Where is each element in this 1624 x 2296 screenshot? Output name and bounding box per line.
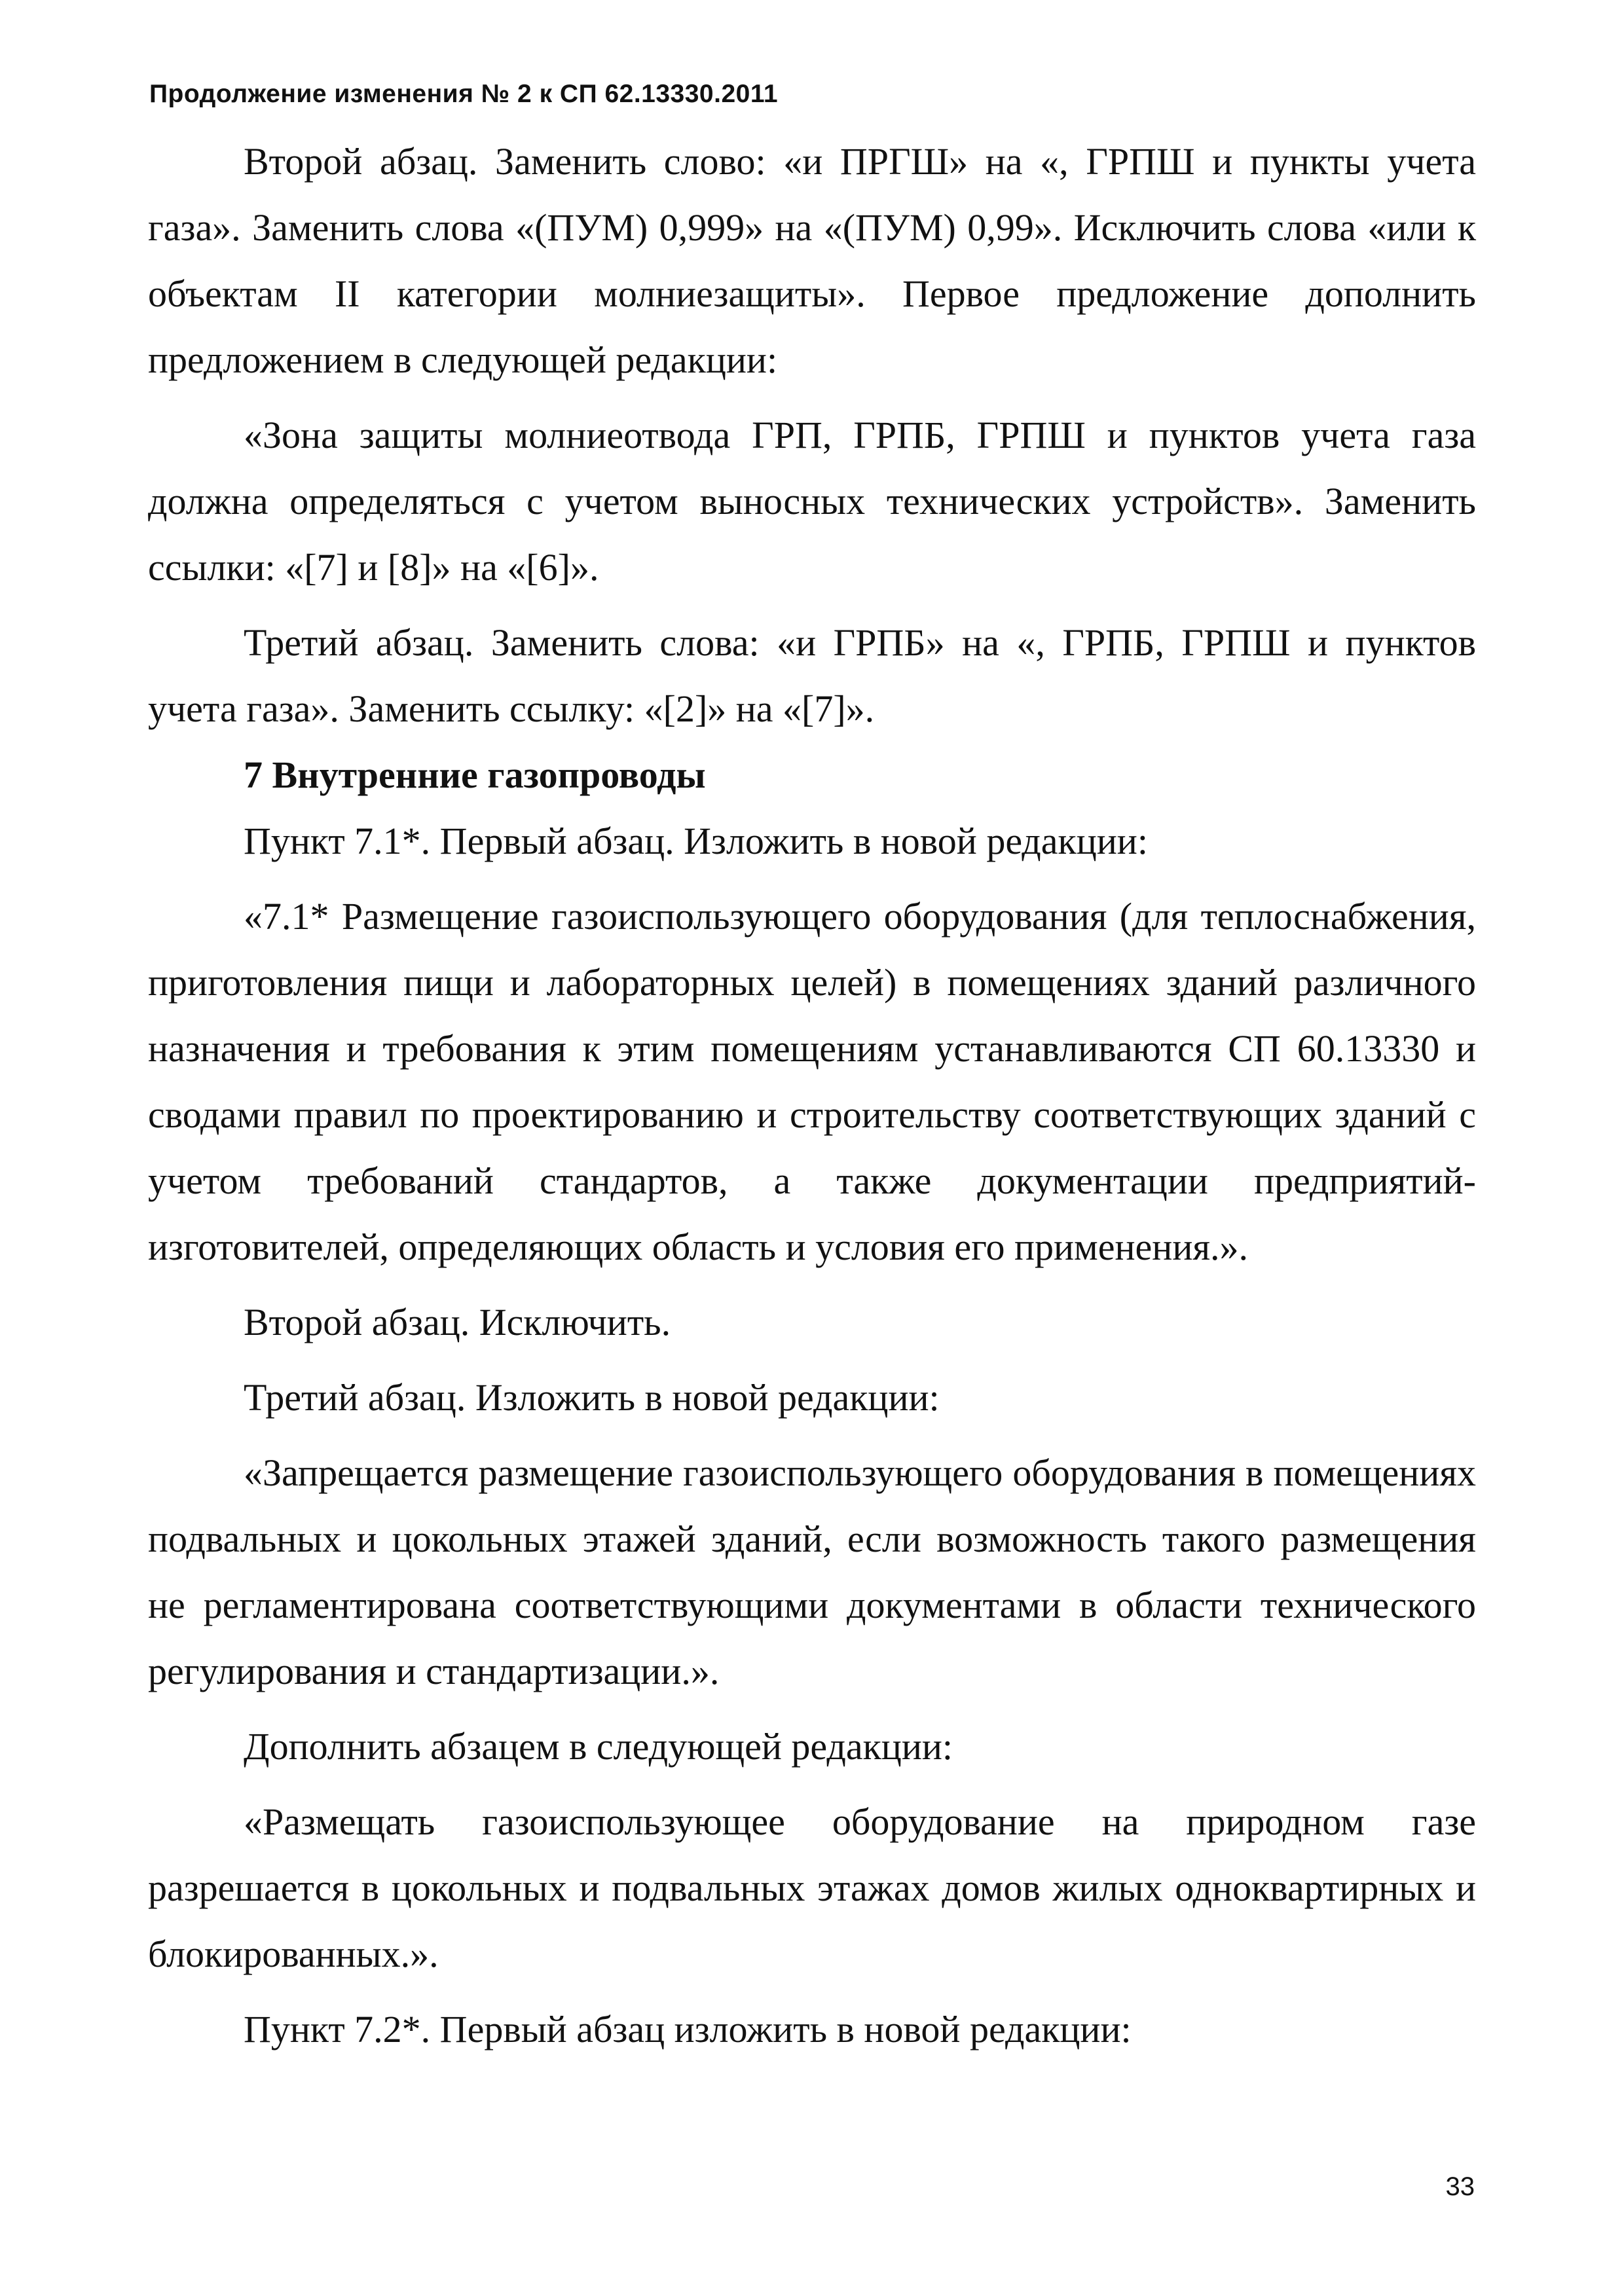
page-number: 33 (1445, 2172, 1475, 2201)
document-body (148, 128, 1476, 2062)
section-heading: 7 Внутренние газопроводы (244, 754, 706, 796)
paragraph-permission-quote: «Размещать газоиспользующее оборудование на природном газе разрешается в цокольных и подвальных этажах домов жилых одноквартирных и блокированных.». (148, 1800, 1476, 1975)
paragraph-third-abzac-new-edition: Третий абзац. Изложить в новой редакции: (244, 1376, 940, 1419)
paragraph-second-abzac-amendment: Второй абзац. Заменить слово: «и ПРГШ» на «, ГРПШ и пункты учета газа». Заменить слова «(ПУМ) 0,999» на «(ПУМ) 0,99». Исключить слова «или к объектам II категории молниезащиты». Первое предложение дополнить предложением в следующей редакции: (148, 140, 1476, 381)
paragraph-third-abzac-amendment: Третий абзац. Заменить слова: «и ГРПБ» на «, ГРПБ, ГРПШ и пунктов учета газа». Заменить ссылку: «[2]» на «[7]». (148, 621, 1476, 730)
paragraph-second-abzac-exclude: Второй абзац. Исключить. (244, 1301, 671, 1343)
paragraph-clause-7-1-quote: «7.1* Размещение газоиспользующего оборудования (для теплоснабжения, приготовления пищи и лабораторных целей) в помещениях зданий различного назначения и требования к этим помещениям устанавливаются СП 60.13330 и сводами правил по проектированию и строительству соответствующих зданий с учетом требований стандартов, а также документации предприятий-изготовителей, определяющих область и условия его применения.». (148, 895, 1476, 1268)
paragraph-prohibition-quote: «Запрещается размещение газоиспользующего оборудования в помещениях подвальных и цокольных этажей зданий, если возможность такого размещения не регламентирована соответствующими документами в области технического регулирования и стандартизации.». (148, 1451, 1476, 1692)
paragraph-clause-7-1: Пункт 7.1*. Первый абзац. Изложить в новой редакции: (244, 820, 1148, 862)
running-header: Продолжение изменения № 2 к СП 62.13330.2011 (149, 80, 779, 108)
paragraph-clause-7-2: Пункт 7.2*. Первый абзац изложить в новой редакции: (244, 2008, 1132, 2050)
paragraph-add-abzac: Дополнить абзацем в следующей редакции: (244, 1725, 953, 1768)
paragraph-lightning-protection-quote: «Зона защиты молниеотвода ГРП, ГРПБ, ГРПШ и пунктов учета газа должна определяться с учетом выносных технических устройств». Заменить ссылки: «[7] и [8]» на «[6]». (148, 414, 1476, 589)
